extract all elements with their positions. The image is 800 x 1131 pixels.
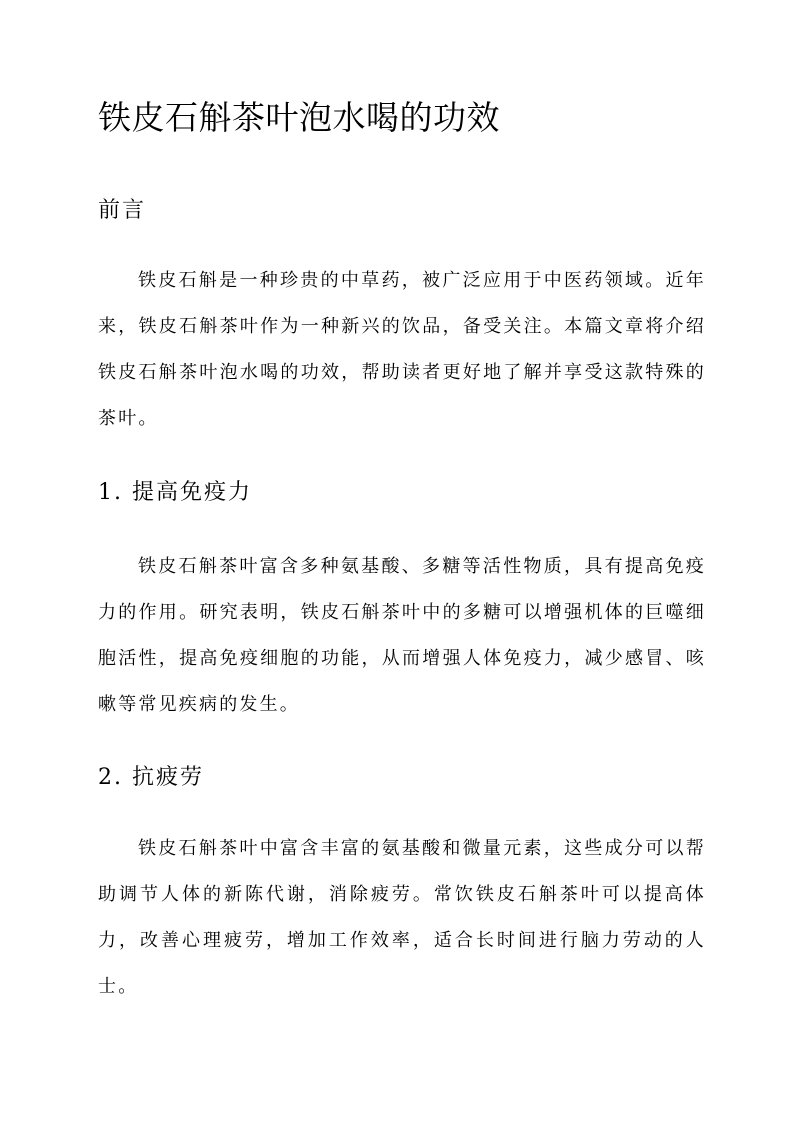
section-2-heading: 2. 抗疲劳 <box>98 765 204 790</box>
section-1-paragraph: 铁皮石斛茶叶富含多种氨基酸、多糖等活性物质，具有提高免疫力的作用。研究表明，铁皮石斛茶叶中的多糖可以增强机体的巨噬细胞活性，提高免疫细胞的功能，从而增强人体免疫力，减少感冒、咳嗽等常见疾病的发生。 <box>98 556 706 715</box>
intro-paragraph: 铁皮石斛是一种珍贵的中草药，被广泛应用于中医药领域。近年来，铁皮石斛茶叶作为一种新兴的饮品，备受关注。本篇文章将介绍铁皮石斛茶叶泡水喝的功效，帮助读者更好地了解并享受这款特殊的茶叶。 <box>98 270 706 429</box>
section-2-paragraph: 铁皮石斛茶叶中富含丰富的氨基酸和微量元素，这些成分可以帮助调节人体的新陈代谢，消除疲劳。常饮铁皮石斛茶叶可以提高体力，改善心理疲劳，增加工作效率，适合长时间进行脑力劳动的人士。 <box>98 838 706 997</box>
section-1-heading: 1. 提高免疫力 <box>98 480 252 505</box>
document-title: 铁皮石斛茶叶泡水喝的功效 <box>98 98 500 137</box>
intro-heading: 前言 <box>98 198 147 223</box>
